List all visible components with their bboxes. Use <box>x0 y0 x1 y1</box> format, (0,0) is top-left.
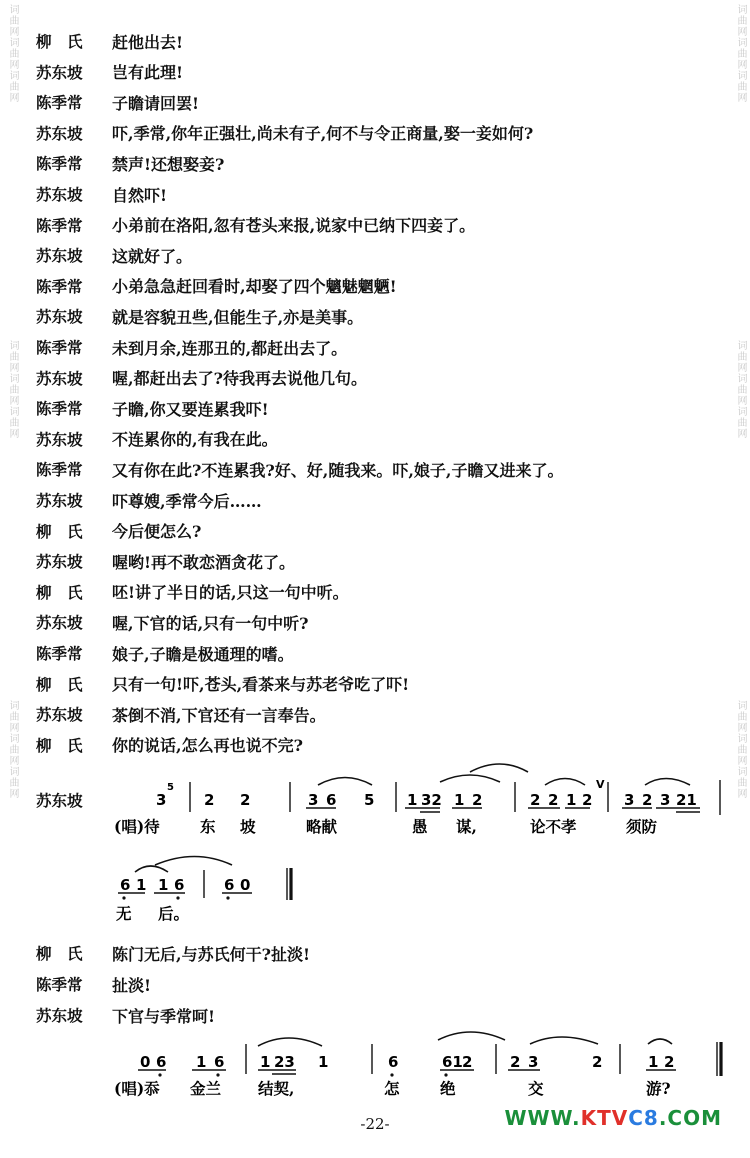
note: 3 <box>308 791 319 809</box>
note: 2 <box>642 791 653 809</box>
song1-notation <box>0 760 750 940</box>
side-watermark-right: 词曲网词曲网词曲网 <box>735 700 746 799</box>
slur <box>135 866 168 872</box>
dialogue-text: 赶他出去! <box>112 32 184 52</box>
dialogue-line <box>36 577 726 607</box>
note: 1 <box>318 1053 329 1071</box>
dialogue-line <box>36 118 726 148</box>
speaker-name: 苏东坡 <box>36 247 83 266</box>
dialogue-line <box>36 638 726 668</box>
note: 2 <box>204 791 215 809</box>
watermark-ktv: KTV <box>580 1106 629 1130</box>
slur <box>258 1038 322 1046</box>
note: 3 <box>624 791 635 809</box>
lyric: 金兰 <box>190 1079 222 1098</box>
dialogue-text: 小弟急急赶回看时,却娶了四个魑魅魍魉! <box>112 277 397 297</box>
note: 1 <box>454 791 465 809</box>
speaker-name: 陈季常 <box>36 277 83 296</box>
watermark-prefix: WWW. <box>504 1106 581 1130</box>
note: 2 <box>472 791 483 809</box>
watermark-suffix: .COM <box>658 1106 722 1130</box>
speaker-name: 苏东坡 <box>36 492 83 510</box>
dialogue-line <box>36 607 726 637</box>
speaker-name: 柳 氏 <box>36 736 83 755</box>
dialogue-text: 陈门无后,与苏氏何干?扯淡! <box>112 944 310 964</box>
speaker-name: 苏东坡 <box>36 124 83 143</box>
dialogue-text: 自然吓! <box>112 185 168 205</box>
lyric: 谋, <box>456 817 477 836</box>
dialogue-text: 喔,都赶出去了?待我再去说他几句。 <box>112 369 367 389</box>
dialogue-line <box>36 240 726 270</box>
site-watermark[interactable] <box>504 1106 722 1130</box>
lyric: (唱)忝 <box>114 1079 160 1098</box>
note: 6 <box>326 791 337 809</box>
page-number: -22- <box>360 1115 390 1133</box>
dialogue-line <box>36 516 726 546</box>
low-octave-dot <box>216 1073 219 1076</box>
speaker-name: 苏东坡 <box>36 706 83 725</box>
dialogue-line <box>36 393 726 423</box>
note: 3 <box>660 791 671 809</box>
low-octave-dot <box>390 1073 393 1076</box>
speaker-name: 陈季常 <box>36 216 83 235</box>
low-octave-dot <box>158 1073 161 1076</box>
note: 1 <box>407 791 418 809</box>
dialogue-line <box>36 969 726 999</box>
low-octave-dot <box>444 1073 447 1076</box>
dialogue-text: 茶倒不消,下官还有一言奉告。 <box>112 705 326 725</box>
dialogue-line <box>36 424 726 454</box>
note: 0 <box>240 876 251 894</box>
lyric: 愚 <box>412 817 428 836</box>
lyric: 游? <box>646 1079 671 1098</box>
dialogue-line <box>36 148 726 178</box>
speaker-name: 陈季常 <box>36 461 83 480</box>
side-watermark-left: 词曲网词曲网词曲网 <box>7 4 18 103</box>
lyric: 怎 <box>384 1079 400 1098</box>
side-watermark-right: 词曲网词曲网词曲网 <box>735 340 746 439</box>
low-octave-dot <box>122 896 125 899</box>
dialogue-text: 不连累你的,有我在此。 <box>112 430 278 450</box>
dialogue-line <box>36 210 726 240</box>
speaker-name: 苏东坡 <box>36 792 83 810</box>
dialogue-line <box>36 301 726 331</box>
note: 6 <box>224 876 235 894</box>
speaker-name: 苏东坡 <box>36 430 83 449</box>
dialogue-text: 吓,季常,你年正强壮,尚未有子,何不与令正商量,娶一妾如何? <box>112 124 534 144</box>
song1-score <box>0 760 750 940</box>
dialogue-text: 你的说话,怎么再也说不完? <box>112 736 303 756</box>
dialogue-text: 小弟前在洛阳,忽有苍头来报,说家中已纳下四妾了。 <box>112 216 476 236</box>
dialogue-line <box>36 363 726 393</box>
dialogue-text: 娘子,子瞻是极通理的嗜。 <box>112 644 294 664</box>
note: 3 <box>528 1053 539 1071</box>
note: 6 <box>388 1053 399 1071</box>
watermark-c8: C8 <box>628 1106 659 1130</box>
speaker-name: 陈季常 <box>36 339 83 357</box>
speaker-name: 柳 氏 <box>36 583 83 602</box>
slur <box>440 775 500 782</box>
lyric: 后。 <box>158 904 190 923</box>
dialogue-line <box>36 669 726 699</box>
slur <box>318 778 372 786</box>
note: 2 <box>530 791 541 809</box>
speaker-name: 柳 氏 <box>36 33 83 51</box>
speaker-name: 苏东坡 <box>36 369 83 388</box>
lyric: 交 <box>528 1079 544 1098</box>
slur <box>645 779 690 786</box>
dialogue-line <box>36 699 726 729</box>
slur <box>470 764 528 772</box>
song2-notation <box>0 1020 750 1110</box>
note: 1 <box>136 876 147 894</box>
dialogue-text: 呸!讲了半日的话,只这一句中听。 <box>112 583 349 603</box>
dialogue-text: 喔,下官的话,只有一句中听? <box>112 613 309 633</box>
note: 21 <box>676 791 697 809</box>
dialogue-text: 禁声!还想娶妾? <box>112 154 225 174</box>
speaker-name: 苏东坡 <box>36 1007 83 1025</box>
dialogue-line <box>36 26 726 56</box>
dialogue-line <box>36 332 726 362</box>
lyric: 略献 <box>306 817 338 836</box>
low-octave-dot <box>176 896 179 899</box>
lyric: 东 <box>200 817 216 836</box>
note: 1 <box>260 1053 271 1071</box>
dialogue-text: 只有一句!吓,苍头,看茶来与苏老爷吃了吓! <box>112 675 410 695</box>
lyric: (唱)待 <box>114 817 160 836</box>
speaker-name: 柳 氏 <box>36 945 83 963</box>
speaker-name: 陈季常 <box>36 645 83 663</box>
speaker-name: 苏东坡 <box>36 308 83 327</box>
slur <box>438 1032 505 1040</box>
lyric: 论不孝 <box>530 817 577 836</box>
dialogue-text: 子瞻请回罢! <box>112 93 200 113</box>
note: 2 <box>462 1053 473 1071</box>
note: 6 <box>120 876 131 894</box>
side-watermark-left: 词曲网词曲网词曲网 <box>7 700 18 799</box>
dialogue-text: 就是容貌丑些,但能生子,亦是美事。 <box>112 307 364 327</box>
note: 6 <box>174 876 185 894</box>
dialogue-text: 子瞻,你又要连累我吓! <box>112 399 269 419</box>
speaker-name: 苏东坡 <box>36 553 83 572</box>
dialogue-line <box>36 57 726 87</box>
speaker-name: 苏东坡 <box>36 63 83 82</box>
note: 23 <box>274 1053 295 1071</box>
dialogue-text: 这就好了。 <box>112 246 193 266</box>
slur <box>545 779 585 786</box>
note: 5 <box>364 791 375 809</box>
note: 0 <box>140 1053 151 1071</box>
dialogue-line <box>36 938 726 968</box>
note: 1 <box>566 791 577 809</box>
side-watermark-left: 词曲网词曲网词曲网 <box>7 340 18 439</box>
note: 2 <box>664 1053 675 1071</box>
note: 6 <box>156 1053 167 1071</box>
note: 1 <box>196 1053 207 1071</box>
dialogue-line <box>36 179 726 209</box>
speaker-name: 陈季常 <box>36 400 83 419</box>
dialogue-line <box>36 271 726 301</box>
low-octave-dot <box>226 896 229 899</box>
dialogue-text: 岂有此理! <box>112 63 184 83</box>
dialogue-text: 未到月余,连那丑的,都赶出去了。 <box>112 338 348 358</box>
dialogue-text: 吓尊嫂,季常今后…… <box>112 491 262 511</box>
note: 2 <box>582 791 593 809</box>
side-watermark-right: 词曲网词曲网词曲网 <box>735 4 746 103</box>
speaker-name: 柳 氏 <box>36 522 83 541</box>
dialogue-text: 今后便怎么? <box>112 522 202 542</box>
dialogue-line <box>36 485 726 515</box>
note: 32 <box>421 791 442 809</box>
note: 1 <box>158 876 169 894</box>
slur <box>530 1037 598 1044</box>
speaker-name: 陈季常 <box>36 94 83 113</box>
lyric: 无 <box>116 904 132 923</box>
speaker-name: 苏东坡 <box>36 614 83 633</box>
lyric: 绝 <box>440 1079 456 1098</box>
note: 2 <box>548 791 559 809</box>
dialogue-text: 下官与季常呵! <box>112 1006 216 1026</box>
dialogue-line <box>36 454 726 484</box>
speaker-name: 陈季常 <box>36 976 83 994</box>
song2-score <box>0 1020 750 1110</box>
speaker-name: 陈季常 <box>36 155 83 174</box>
lyric: 须防 <box>626 817 658 836</box>
note: 3 <box>156 791 167 809</box>
breath-mark: V <box>596 778 605 791</box>
lyric: 结契, <box>258 1079 295 1098</box>
dialogue-text: 喔哟!再不敢恋酒贪花了。 <box>112 552 296 572</box>
note: 2 <box>592 1053 603 1071</box>
note: 6 <box>214 1053 225 1071</box>
note: 2 <box>510 1053 521 1071</box>
slur <box>155 857 232 866</box>
dialogue-text: 又有你在此?不连累我?好、好,随我来。吓,娘子,子瞻又进来了。 <box>112 460 564 480</box>
note: 2 <box>240 791 251 809</box>
slur <box>648 1039 672 1044</box>
lyric: 坡 <box>240 817 256 836</box>
speaker-name: 苏东坡 <box>36 186 83 204</box>
dialogue-text: 扯淡! <box>112 975 152 995</box>
speaker-name: 柳 氏 <box>36 675 83 694</box>
note: 1 <box>648 1053 659 1071</box>
dialogue-line <box>36 546 726 576</box>
dialogue-line <box>36 87 726 117</box>
dialogue-line <box>36 730 726 760</box>
grace-note: 5 <box>167 782 174 793</box>
note: 61 <box>442 1053 463 1071</box>
